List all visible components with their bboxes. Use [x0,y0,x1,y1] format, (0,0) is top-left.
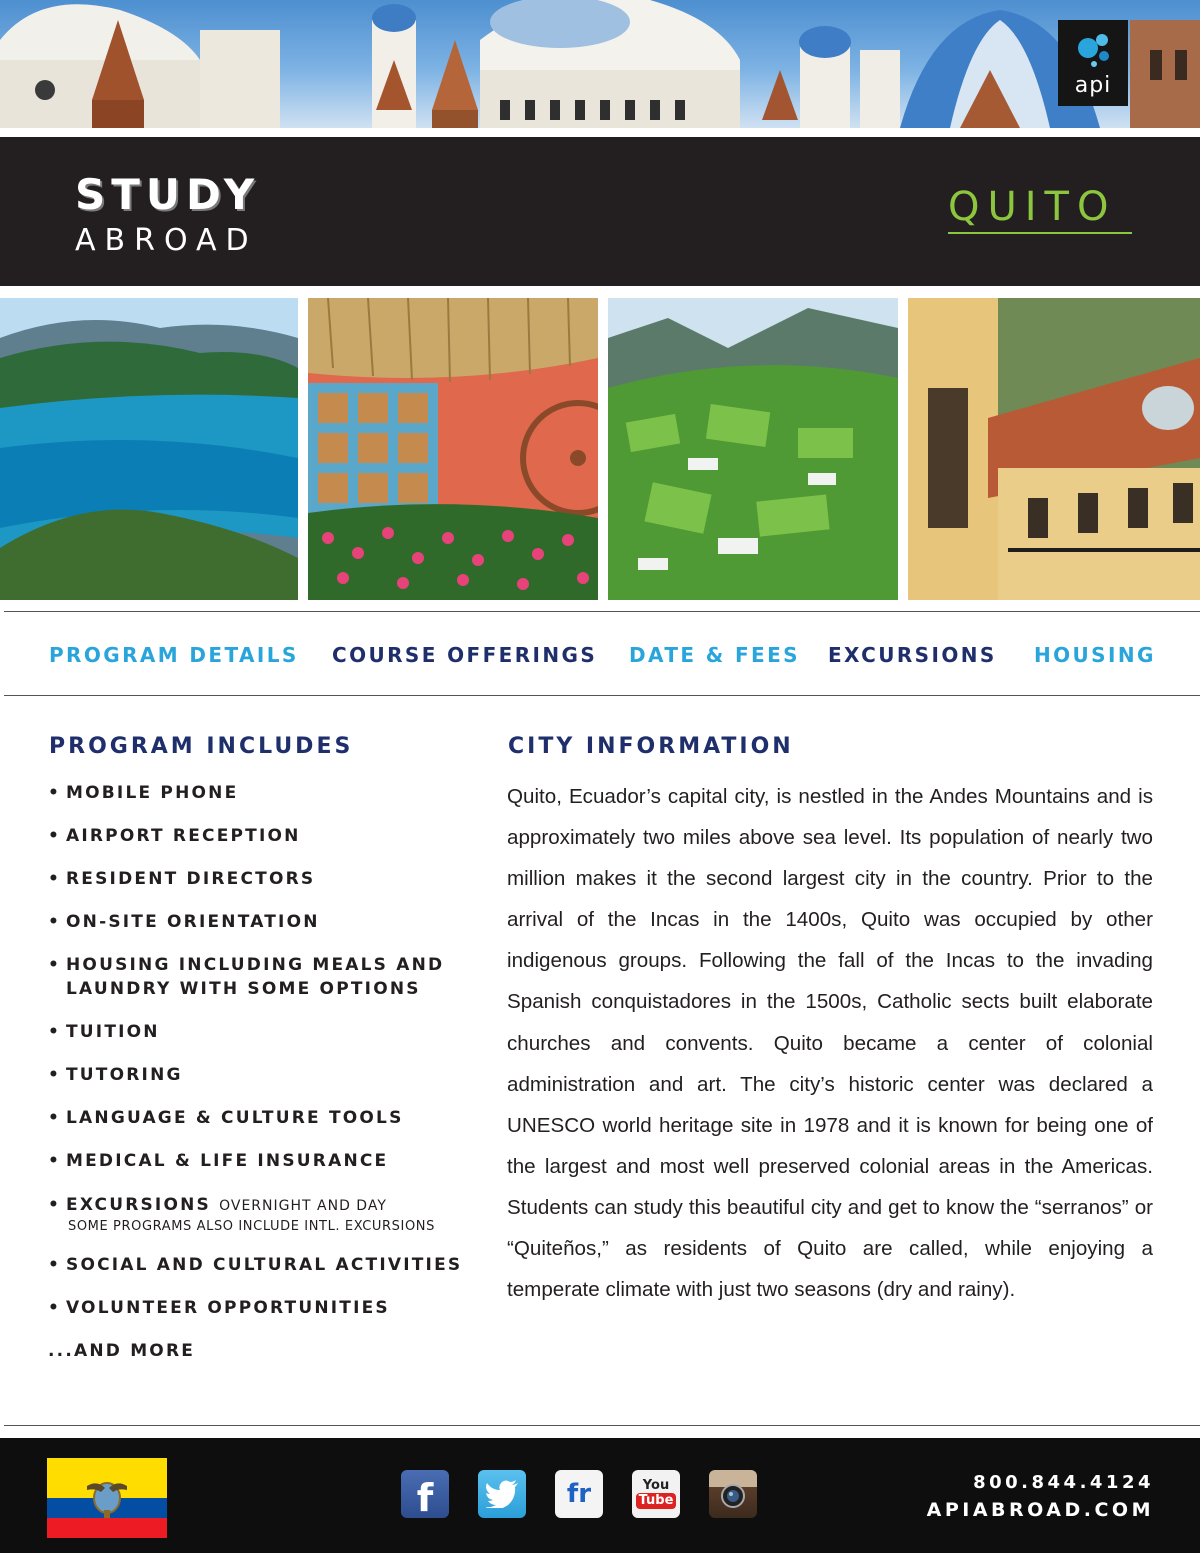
tab-excursions[interactable]: EXCURSIONS [828,643,997,667]
tab-program-details[interactable]: PROGRAM DETAILS [49,643,299,667]
footer-top-rule [4,1425,1200,1426]
website-link[interactable]: APIABROAD.COM [926,1499,1154,1521]
ecuador-flag-icon [47,1458,167,1538]
list-item: • LANGUAGE & CULTURE TOOLS [48,1108,404,1128]
tab-housing[interactable]: HOUSING [1034,643,1156,667]
list-item: • AIRPORT RECEPTION [48,826,301,846]
api-logo[interactable] [1058,20,1128,106]
city-title: QUITO [948,184,1132,234]
list-item: • VOLUNTEER OPPORTUNITIES [48,1298,390,1318]
tab-date-fees[interactable]: DATE & FEES [629,643,800,667]
city-information-body: Quito, Ecuador’s capital city, is nestled in the Andes Mountains and is approximately two miles above sea level. Its population of nearly two million makes it the second largest city in the country. Prior to the arrival of the Incas in the 1400s, Quito was occupied by other indigenous groups. Following the fall of the Incas to the invading Spanish conquistadores in the 1500s, Catholic sects built elaborate churches and convents. Quito became a center of colonial administration and art. The city’s historic center was declared a UNESCO world heritage site in 1978 and it is known for being one of the largest and most well preserved colonial areas in the Americas. Students can study this beautiful city and get to know the “serranos” or “Quiteños,” as residents of Quito are called, while enjoying a temperate climate with just two seasons (dry and rainy). [507,785,1153,1302]
list-item: • TUTORING [48,1065,183,1085]
bubbles-logo-icon [1074,30,1114,70]
list-item: • MEDICAL & LIFE INSURANCE [48,1151,389,1171]
photo-green-valley [608,298,898,600]
youtube-icon[interactable]: You Tube [632,1470,680,1518]
title-study: STUDY [75,170,261,219]
list-item: • HOUSING INCLUDING MEALS AND LAUNDRY WITH SOME OPTIONS [48,955,445,999]
nav-top-rule [4,611,1200,612]
photo-colonial-street [908,298,1200,600]
list-item: • EXCURSIONS OVERNIGHT AND DAY SOME PROGRAMS ALSO INCLUDE INTL. EXCURSIONS [48,1195,435,1234]
city-information-heading: CITY INFORMATION [508,734,794,759]
photo-thatched-house [308,298,598,600]
cathedral-banner-photo [0,0,1200,128]
photo-strip [0,298,1200,600]
cathedral-domes-illustration [0,0,1200,128]
instagram-icon[interactable] [709,1470,757,1518]
list-item: • SOCIAL AND CULTURAL ACTIVITIES [48,1255,463,1275]
list-item: • TUITION [48,1022,160,1042]
photo-crater-lake [0,298,298,600]
nav-bottom-rule [4,695,1200,696]
list-item: • RESIDENT DIRECTORS [48,869,316,889]
flickr-icon[interactable]: fr [555,1470,603,1518]
logo-text: api [1074,73,1112,98]
tab-course-offerings[interactable]: COURSE OFFERINGS [332,643,598,667]
list-item: • ON-SITE ORIENTATION [48,912,320,932]
twitter-icon[interactable] [478,1470,526,1518]
camera-lens-icon [718,1479,748,1509]
facebook-icon[interactable]: f [401,1470,449,1518]
and-more-text: ...AND MORE [48,1341,196,1361]
twitter-bird-icon [485,1480,519,1508]
list-item: • MOBILE PHONE [48,783,239,803]
title-abroad: ABROAD [75,223,258,258]
phone-number[interactable]: 800.844.4124 [973,1472,1154,1493]
program-includes-heading: PROGRAM INCLUDES [49,734,354,759]
